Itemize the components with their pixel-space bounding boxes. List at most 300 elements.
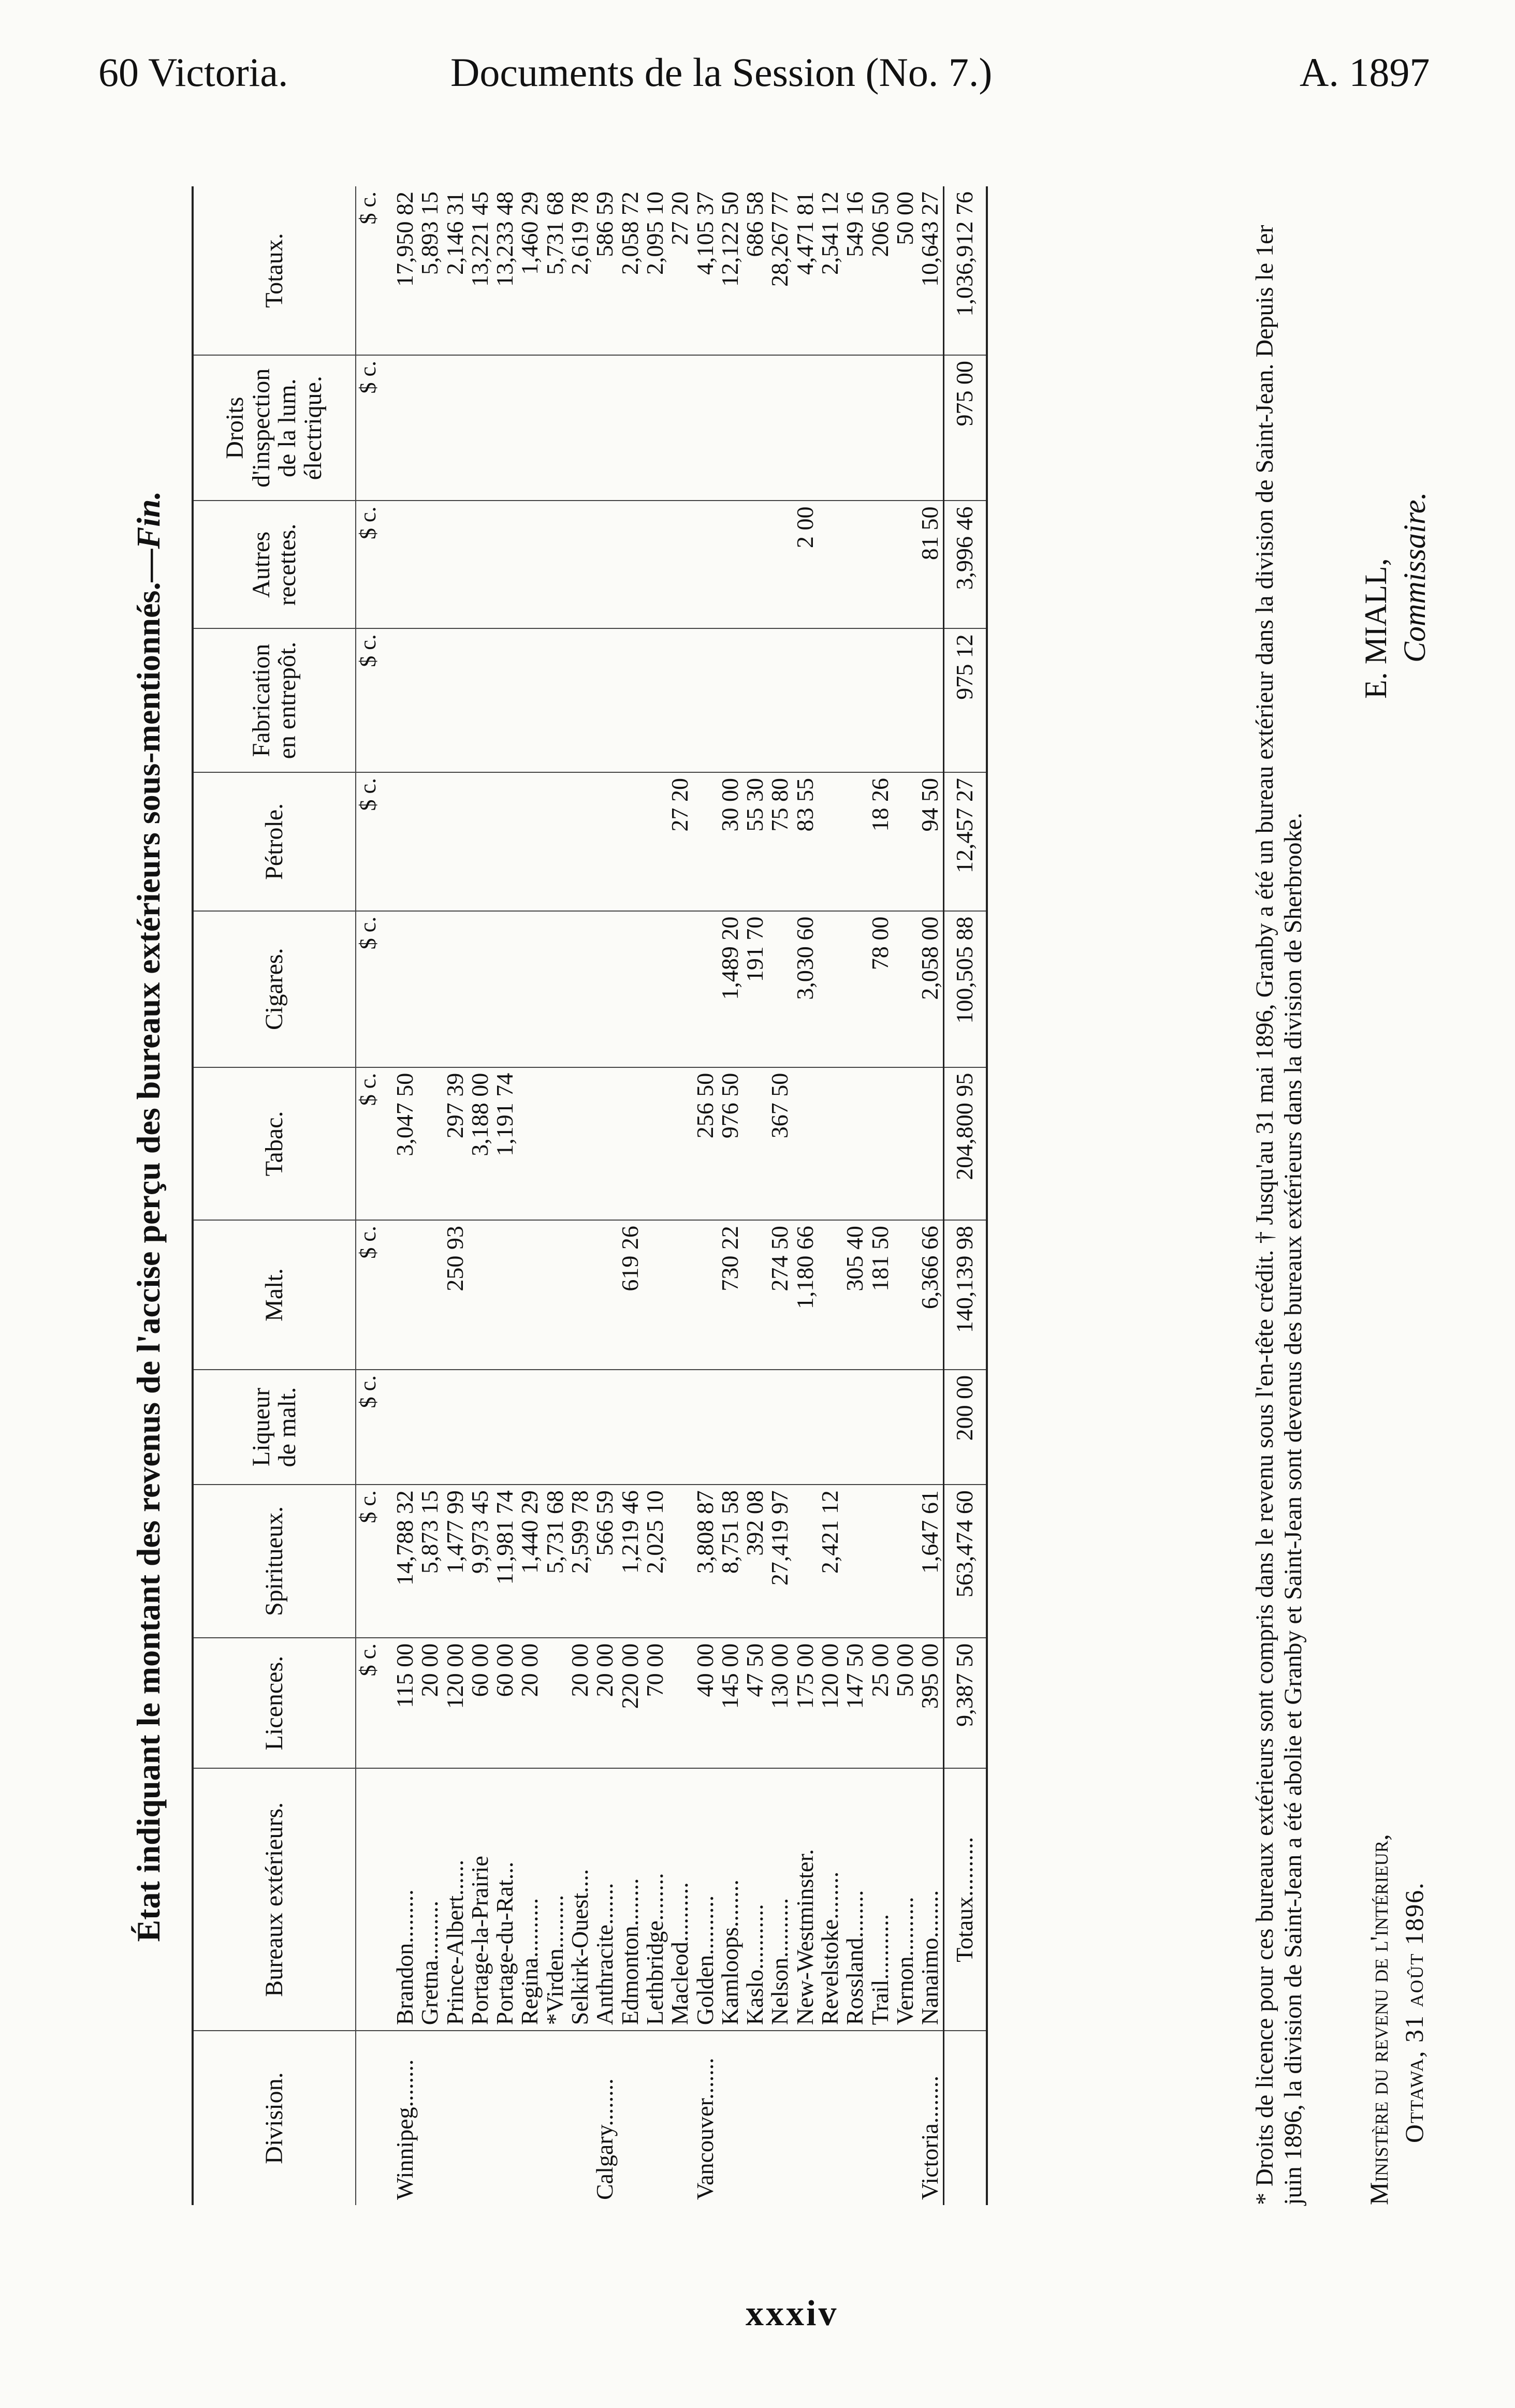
liqueur-cell	[868, 1370, 893, 1485]
licences-cell: 20 00	[517, 1638, 542, 1769]
totaux-cell: 17,950 82	[392, 186, 417, 355]
cigares-cell	[417, 911, 442, 1067]
cigares-cell: 191 70	[742, 911, 767, 1067]
totals-row	[943, 186, 987, 2205]
autres-cell	[543, 501, 567, 628]
totaux-cell: 686 58	[742, 186, 767, 355]
cigares-total: 100,505 88	[943, 911, 987, 1067]
column-header: Division.	[193, 2031, 356, 2205]
autres-cell	[742, 501, 767, 628]
droits-cell	[917, 355, 943, 501]
autres-cell	[643, 501, 667, 628]
spiritueux-total: 563,474 60	[943, 1485, 987, 1638]
totaux-cell: 206 50	[868, 186, 893, 355]
tabac-cell	[517, 1067, 542, 1220]
unit-label: $ c.	[356, 1067, 392, 1220]
page-folio: xxxiv	[746, 2294, 839, 2333]
licences-cell: 70 00	[643, 1638, 667, 1769]
autres-cell	[868, 501, 893, 628]
spiritueux-cell: 5,873 15	[417, 1485, 442, 1638]
office-cell: Brandon.........	[392, 1768, 417, 2031]
office-cell: Revelstoke........	[818, 1768, 842, 2031]
office-cell: Lethbridge........	[643, 1768, 667, 2031]
spiritueux-cell: 8,751 58	[718, 1485, 742, 1638]
licences-cell: 60 00	[468, 1638, 492, 1769]
droits-cell	[893, 355, 917, 501]
liqueur-cell	[667, 1370, 692, 1485]
petrole-cell	[893, 772, 917, 911]
petrole-cell	[392, 772, 417, 911]
liqueur-cell	[893, 1370, 917, 1485]
tabac-cell	[742, 1067, 767, 1220]
office-cell: Kamloops........	[718, 1768, 742, 2031]
footnote: * Droits de licence pour ces bureaux extérieurs sont compris dans le revenu sous l'en-tête crédit. † Jusqu'au 31 mai 1896, Granby a été un bureau extérieur dans la division de Saint-Jean. Depuis le 1er juin 1896, la division de Saint-Jean a été abolie et Granby et Saint-Jean sont devenus des bureaux extérieurs dans la division de Sherbrooke.	[1251, 225, 1307, 2205]
fabrication-cell	[592, 628, 617, 772]
totaux-cell: 2,619 78	[567, 186, 592, 355]
spiritueux-cell: 5,731 68	[543, 1485, 567, 1638]
autres-cell	[392, 501, 417, 628]
header-year: A. 1897	[1300, 50, 1430, 95]
liqueur-total: 200 00	[943, 1370, 987, 1485]
empty-cell	[943, 2031, 987, 2205]
spiritueux-cell: 2,421 12	[818, 1485, 842, 1638]
licences-cell: 130 00	[767, 1638, 792, 1769]
petrole-cell	[643, 772, 667, 911]
tabac-cell	[893, 1067, 917, 1220]
office-cell: *Virden.........	[543, 1768, 567, 2031]
spiritueux-cell: 3,808 87	[693, 1485, 718, 1638]
tabac-cell	[567, 1067, 592, 1220]
revenue-table	[192, 186, 988, 2205]
division-cell: Victoria........	[916, 2076, 943, 2200]
licences-cell: 145 00	[718, 1638, 742, 1769]
tabac-cell	[592, 1067, 617, 1220]
malt-cell: 274 50	[767, 1220, 792, 1370]
title-fin: Fin.	[130, 491, 167, 549]
totaux-total: 1,036,912 76	[943, 186, 987, 355]
malt-cell	[468, 1220, 492, 1370]
tabac-cell	[643, 1067, 667, 1220]
tabac-cell: 976 50	[718, 1067, 742, 1220]
fabrication-cell	[643, 628, 667, 772]
signature-name: E. MIALL,	[1359, 558, 1393, 699]
spiritueux-cell	[842, 1485, 867, 1638]
licences-cell: 115 00	[392, 1638, 417, 1769]
petrole-cell	[517, 772, 542, 911]
droits-cell	[718, 355, 742, 501]
tabac-cell	[543, 1067, 567, 1220]
tabac-cell: 297 39	[443, 1067, 468, 1220]
table-row	[818, 186, 842, 2205]
unit-label: $ c.	[356, 1370, 392, 1485]
licences-cell: 120 00	[818, 1638, 842, 1769]
cigares-cell	[468, 911, 492, 1067]
table-row	[592, 186, 617, 2205]
liqueur-cell	[643, 1370, 667, 1485]
unit-label: $ c.	[356, 355, 392, 501]
table-row	[868, 186, 893, 2205]
autres-cell	[693, 501, 718, 628]
division-cell	[818, 2031, 842, 2205]
cigares-cell	[693, 911, 718, 1067]
licences-cell: 25 00	[868, 1638, 893, 1769]
cigares-cell	[893, 911, 917, 1067]
division-cell	[517, 2031, 542, 2205]
spiritueux-cell: 14,788 32	[392, 1485, 417, 1638]
table-row	[618, 186, 643, 2205]
fabrication-cell	[917, 628, 943, 772]
spiritueux-cell: 1,440 29	[517, 1485, 542, 1638]
droits-cell	[643, 355, 667, 501]
cigares-cell: 78 00	[868, 911, 893, 1067]
signature-block	[1357, 492, 1434, 699]
fabrication-cell	[868, 628, 893, 772]
totaux-cell: 4,105 37	[693, 186, 718, 355]
cigares-cell: 3,030 60	[793, 911, 818, 1067]
ministry-block	[1362, 1834, 1432, 2205]
unit-label: $ c.	[356, 911, 392, 1067]
licences-cell: 20 00	[592, 1638, 617, 1769]
column-header: Spiritueux.	[193, 1485, 356, 1638]
liqueur-cell	[818, 1370, 842, 1485]
spiritueux-cell: 566 59	[592, 1485, 617, 1638]
petrole-cell: 75 80	[767, 772, 792, 911]
spiritueux-cell: 2,599 78	[567, 1485, 592, 1638]
totaux-cell: 1,460 29	[517, 186, 542, 355]
petrole-cell	[543, 772, 567, 911]
cigares-cell	[643, 911, 667, 1067]
licences-cell: 120 00	[443, 1638, 468, 1769]
table-row	[517, 186, 542, 2205]
malt-cell	[742, 1220, 767, 1370]
malt-cell	[567, 1220, 592, 1370]
droits-cell	[417, 355, 442, 501]
droits-cell	[742, 355, 767, 501]
droits-cell	[567, 355, 592, 501]
licences-cell: 395 00	[917, 1638, 943, 1769]
autres-cell	[517, 501, 542, 628]
liqueur-cell	[543, 1370, 567, 1485]
office-cell: Golden..........	[693, 1768, 718, 2031]
malt-cell	[893, 1220, 917, 1370]
malt-cell	[392, 1220, 417, 1370]
malt-cell: 619 26	[618, 1220, 643, 1370]
spiritueux-cell: 9,973 45	[468, 1485, 492, 1638]
liqueur-cell	[742, 1370, 767, 1485]
cigares-cell	[492, 911, 517, 1067]
division-cell	[618, 2031, 643, 2205]
division-cell	[567, 2031, 592, 2205]
malt-cell: 181 50	[868, 1220, 893, 1370]
units-row	[356, 186, 392, 2205]
malt-cell: 250 93	[443, 1220, 468, 1370]
liqueur-cell	[417, 1370, 442, 1485]
header-documents: Documents de la Session (No. 7.)	[450, 50, 993, 95]
petrole-cell: 83 55	[793, 772, 818, 911]
autres-cell	[592, 501, 617, 628]
malt-cell	[667, 1220, 692, 1370]
spiritueux-cell	[893, 1485, 917, 1638]
fabrication-cell	[543, 628, 567, 772]
licences-total: 9,387 50	[943, 1638, 987, 1769]
malt-cell: 1,180 66	[793, 1220, 818, 1370]
table-row	[417, 186, 442, 2205]
cigares-cell	[818, 911, 842, 1067]
fabrication-cell	[492, 628, 517, 772]
fabrication-cell	[818, 628, 842, 772]
liqueur-cell	[767, 1370, 792, 1485]
petrole-cell: 55 30	[742, 772, 767, 911]
petrole-cell: 30 00	[718, 772, 742, 911]
column-header: Liqueur de malt.	[193, 1370, 356, 1485]
totaux-cell: 12,122 50	[718, 186, 742, 355]
petrole-cell	[618, 772, 643, 911]
office-cell: Selkirk-Ouest....	[567, 1768, 592, 2031]
totaux-cell: 549 16	[842, 186, 867, 355]
petrole-cell: 27 20	[667, 772, 692, 911]
autres-cell	[842, 501, 867, 628]
petrole-cell	[818, 772, 842, 911]
licences-cell: 60 00	[492, 1638, 517, 1769]
spiritueux-cell: 1,219 46	[618, 1485, 643, 1638]
liqueur-cell	[392, 1370, 417, 1485]
unit-label: $ c.	[356, 1220, 392, 1370]
division-cell	[793, 2031, 818, 2205]
empty-cell	[356, 1768, 392, 2031]
column-header: Licences.	[193, 1638, 356, 1769]
licences-cell: 220 00	[618, 1638, 643, 1769]
cigares-cell	[667, 911, 692, 1067]
unit-label: $ c.	[356, 501, 392, 628]
fabrication-cell	[392, 628, 417, 772]
spiritueux-cell	[868, 1485, 893, 1638]
fabrication-cell	[718, 628, 742, 772]
fabrication-cell	[693, 628, 718, 772]
fabrication-cell	[667, 628, 692, 772]
petrole-cell	[842, 772, 867, 911]
totaux-cell: 13,233 48	[492, 186, 517, 355]
table-row	[492, 186, 517, 2205]
table-row	[468, 186, 492, 2205]
column-header: Bureaux extérieurs.	[193, 1768, 356, 2031]
table-row	[718, 186, 742, 2205]
totaux-cell: 2,541 12	[818, 186, 842, 355]
liqueur-cell	[718, 1370, 742, 1485]
spiritueux-cell: 1,647 61	[917, 1485, 943, 1638]
petrole-cell	[468, 772, 492, 911]
fabrication-cell	[767, 628, 792, 772]
tabac-cell	[917, 1067, 943, 1220]
spiritueux-cell: 27,419 97	[767, 1485, 792, 1638]
totaux-cell: 586 59	[592, 186, 617, 355]
petrole-total: 12,457 27	[943, 772, 987, 911]
licences-cell: 50 00	[893, 1638, 917, 1769]
table-row	[392, 186, 417, 2205]
droits-cell	[492, 355, 517, 501]
column-header: Pétrole.	[193, 772, 356, 911]
totaux-cell: 10,643 27	[917, 186, 943, 355]
column-header: Cigares.	[193, 911, 356, 1067]
table-body	[356, 186, 987, 2205]
table-row	[742, 186, 767, 2205]
division-cell: Winnipeg........	[391, 2059, 418, 2200]
column-header: Droits d'inspection de la lum. électrique.	[193, 355, 356, 501]
licences-cell: 175 00	[793, 1638, 818, 1769]
tabac-cell	[417, 1067, 442, 1220]
malt-cell	[543, 1220, 567, 1370]
fabrication-cell	[742, 628, 767, 772]
liqueur-cell	[517, 1370, 542, 1485]
tabac-cell	[868, 1067, 893, 1220]
licences-cell: 47 50	[742, 1638, 767, 1769]
office-cell: Edmonton........	[618, 1768, 643, 2031]
tabac-cell	[618, 1067, 643, 1220]
liqueur-cell	[592, 1370, 617, 1485]
petrole-cell	[693, 772, 718, 911]
unit-label: $ c.	[356, 186, 392, 355]
totaux-cell: 4,471 81	[793, 186, 818, 355]
fabrication-total: 975 12	[943, 628, 987, 772]
droits-cell	[517, 355, 542, 501]
licences-cell	[667, 1638, 692, 1769]
column-header: Fabrication en entrepôt.	[193, 628, 356, 772]
division-cell	[893, 2031, 917, 2205]
fabrication-cell	[842, 628, 867, 772]
tabac-cell: 3,047 50	[392, 1067, 417, 1220]
division-cell	[443, 2031, 468, 2205]
tabac-cell	[667, 1067, 692, 1220]
fabrication-cell	[417, 628, 442, 772]
spiritueux-cell	[667, 1485, 692, 1638]
liqueur-cell	[443, 1370, 468, 1485]
ministry-date: Ottawa, 31 août 1896.	[1399, 1882, 1429, 2143]
division-cell	[718, 2031, 742, 2205]
office-cell: Vernon..........	[893, 1768, 917, 2031]
spiritueux-cell	[793, 1485, 818, 1638]
spiritueux-cell: 11,981 74	[492, 1485, 517, 1638]
division-cell	[667, 2031, 692, 2205]
malt-cell	[417, 1220, 442, 1370]
table-row	[917, 186, 943, 2205]
office-cell: Rossland........	[842, 1768, 867, 2031]
fabrication-cell	[517, 628, 542, 772]
malt-cell: 6,366 66	[917, 1220, 943, 1370]
fabrication-cell	[893, 628, 917, 772]
autres-cell	[492, 501, 517, 628]
office-cell: Kaslo...........	[742, 1768, 767, 2031]
cigares-cell	[842, 911, 867, 1067]
totaux-cell: 13,221 45	[468, 186, 492, 355]
autres-cell: 81 50	[917, 501, 943, 628]
office-cell: Portage-du-Rat...	[492, 1768, 517, 2031]
tabac-cell: 3,188 00	[468, 1067, 492, 1220]
office-cell: Macleod..........	[667, 1768, 692, 2031]
division-cell	[643, 2031, 667, 2205]
spiritueux-cell: 392 08	[742, 1485, 767, 1638]
table-row	[693, 186, 718, 2205]
malt-cell	[517, 1220, 542, 1370]
division-cell	[417, 2031, 442, 2205]
division-cell	[868, 2031, 893, 2205]
tabac-cell: 367 50	[767, 1067, 792, 1220]
malt-cell	[818, 1220, 842, 1370]
division-cell	[492, 2031, 517, 2205]
division-cell	[468, 2031, 492, 2205]
totaux-cell: 5,893 15	[417, 186, 442, 355]
petrole-cell: 94 50	[917, 772, 943, 911]
totaux-cell: 27 20	[667, 186, 692, 355]
droits-cell	[392, 355, 417, 501]
fabrication-cell	[468, 628, 492, 772]
spiritueux-cell: 2,025 10	[643, 1485, 667, 1638]
fabrication-cell	[618, 628, 643, 772]
office-cell: Nanaimo........	[917, 1768, 943, 2031]
totaux-cell: 50 00	[893, 186, 917, 355]
office-cell: Prince-Albert......	[443, 1768, 468, 2031]
droits-cell	[693, 355, 718, 501]
table-header-row	[193, 186, 356, 2205]
totaux-cell: 2,095 10	[643, 186, 667, 355]
cigares-cell	[567, 911, 592, 1067]
liqueur-cell	[793, 1370, 818, 1485]
tabac-cell	[793, 1067, 818, 1220]
autres-cell: 2 00	[793, 501, 818, 628]
cigares-cell	[392, 911, 417, 1067]
autres-cell	[468, 501, 492, 628]
division-cell	[842, 2031, 867, 2205]
autres-cell	[667, 501, 692, 628]
autres-cell	[567, 501, 592, 628]
cigares-cell	[517, 911, 542, 1067]
petrole-cell	[443, 772, 468, 911]
table-row	[793, 186, 818, 2205]
totaux-cell: 2,146 31	[443, 186, 468, 355]
table-row	[893, 186, 917, 2205]
office-cell: Portage-la-Prairie	[468, 1768, 492, 2031]
rotated-content	[129, 155, 1455, 2226]
table-row	[567, 186, 592, 2205]
droits-cell	[592, 355, 617, 501]
malt-cell	[592, 1220, 617, 1370]
cigares-cell	[618, 911, 643, 1067]
droits-cell	[842, 355, 867, 501]
column-header: Malt.	[193, 1220, 356, 1370]
liqueur-cell	[567, 1370, 592, 1485]
totaux-cell: 5,731 68	[543, 186, 567, 355]
column-header: Autres recettes.	[193, 501, 356, 628]
droits-cell	[818, 355, 842, 501]
petrole-cell	[492, 772, 517, 911]
licences-cell: 40 00	[693, 1638, 718, 1769]
droits-total: 975 00	[943, 355, 987, 501]
division-cell	[767, 2031, 792, 2205]
table-row	[443, 186, 468, 2205]
column-header: Tabac.	[193, 1067, 356, 1220]
petrole-cell	[567, 772, 592, 911]
malt-cell: 730 22	[718, 1220, 742, 1370]
petrole-cell: 18 26	[868, 772, 893, 911]
malt-cell	[492, 1220, 517, 1370]
autres-cell	[767, 501, 792, 628]
cigares-cell	[592, 911, 617, 1067]
autres-cell	[893, 501, 917, 628]
office-cell: Anthracite.......	[592, 1768, 617, 2031]
office-cell: New-Westminster.	[793, 1768, 818, 2031]
division-cell	[543, 2031, 567, 2205]
droits-cell	[767, 355, 792, 501]
division-cell: Vancouver.......	[691, 2058, 718, 2200]
petrole-cell	[417, 772, 442, 911]
